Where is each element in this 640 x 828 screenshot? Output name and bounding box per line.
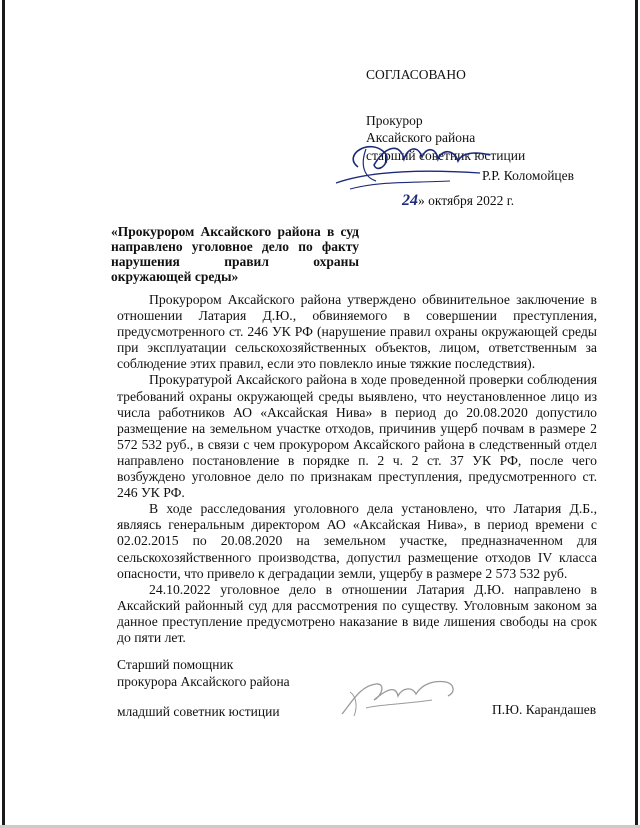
scan-edge-right: [635, 0, 638, 828]
approver-position-1: Прокурор: [366, 113, 423, 128]
approver-name: Р.Р. Коломойцев: [482, 168, 575, 183]
approval-status: СОГЛАСОВАНО: [366, 67, 466, 82]
body-text: [117, 292, 597, 646]
signer-position-2: прокурора Аксайского района: [117, 674, 290, 689]
paragraph-3: В ходе расследования уголовного дела установлено, что Латария Д.Б., являясь генеральным директором АО «Аксайская Нива», в период времени с 02.02.2015 по 20.08.2020 на земельном участке, предназначенном для сельскохозяйственного производства, допустил размещение отходов IV класса опасности, что привело к деградации земли, ущербу в размере 2 573 532 руб.: [117, 501, 597, 581]
signer-rank: младший советник юстиции: [117, 704, 280, 719]
signer-name: П.Ю. Карандашев: [492, 702, 597, 717]
signer-signature: [336, 666, 466, 726]
scan-edge-left: [2, 0, 5, 828]
approver-position-2: Аксайского района: [366, 130, 476, 145]
approver-signature: [330, 125, 500, 205]
headline: «Прокурором Аксайского района в суд направлено уголовное дело по факту нарушения правил охраны окружающей среды»: [111, 224, 359, 284]
paragraph-1: Прокурором Аксайского района утверждено обвинительное заключение в отношении Латария Д.Ю., обвиняемого в совершении преступления, предусмотренного ст. 246 УК РФ (нарушение правил охраны окружающей среды при эксплуатации сельскохозяйственных объектов, лицом, ответственным за соблюдение этих правил, если это повлекло иные тяжкие последствия).: [117, 292, 597, 372]
approver-rank: старший советник юстиции: [366, 148, 526, 163]
approval-date-rest: » октября 2022 г.: [418, 193, 515, 208]
paragraph-2: Прокуратурой Аксайского района в ходе проведенной проверки соблюдения требований охраны окружающей среды выявлено, что неустановленное лицо из числа работников АО «Аксайская Нива» в период до 20.08.2020 допустило размещение на земельном участке отходов, причинив ущерб почвам в размере 2 572 532 руб., в связи с чем прокурором Аксайского района в следственный отдел направлено постановление в порядке п. 2 ч. 2 ст. 37 УК РФ, после чего возбуждено уголовное дело по признакам преступления, предусмотренного ст. 246 УК РФ.: [117, 372, 597, 501]
approval-date-day: 24: [402, 192, 418, 209]
paragraph-4: 24.10.2022 уголовное дело в отношении Латария Д.Ю. направлено в Аксайский районный суд для рассмотрения по существу. Уголовным законом за данное преступление предусмотрено наказание в виде лишения свободы на срок до пяти лет.: [117, 581, 597, 645]
signer-position-1: Старший помощник: [117, 657, 234, 672]
